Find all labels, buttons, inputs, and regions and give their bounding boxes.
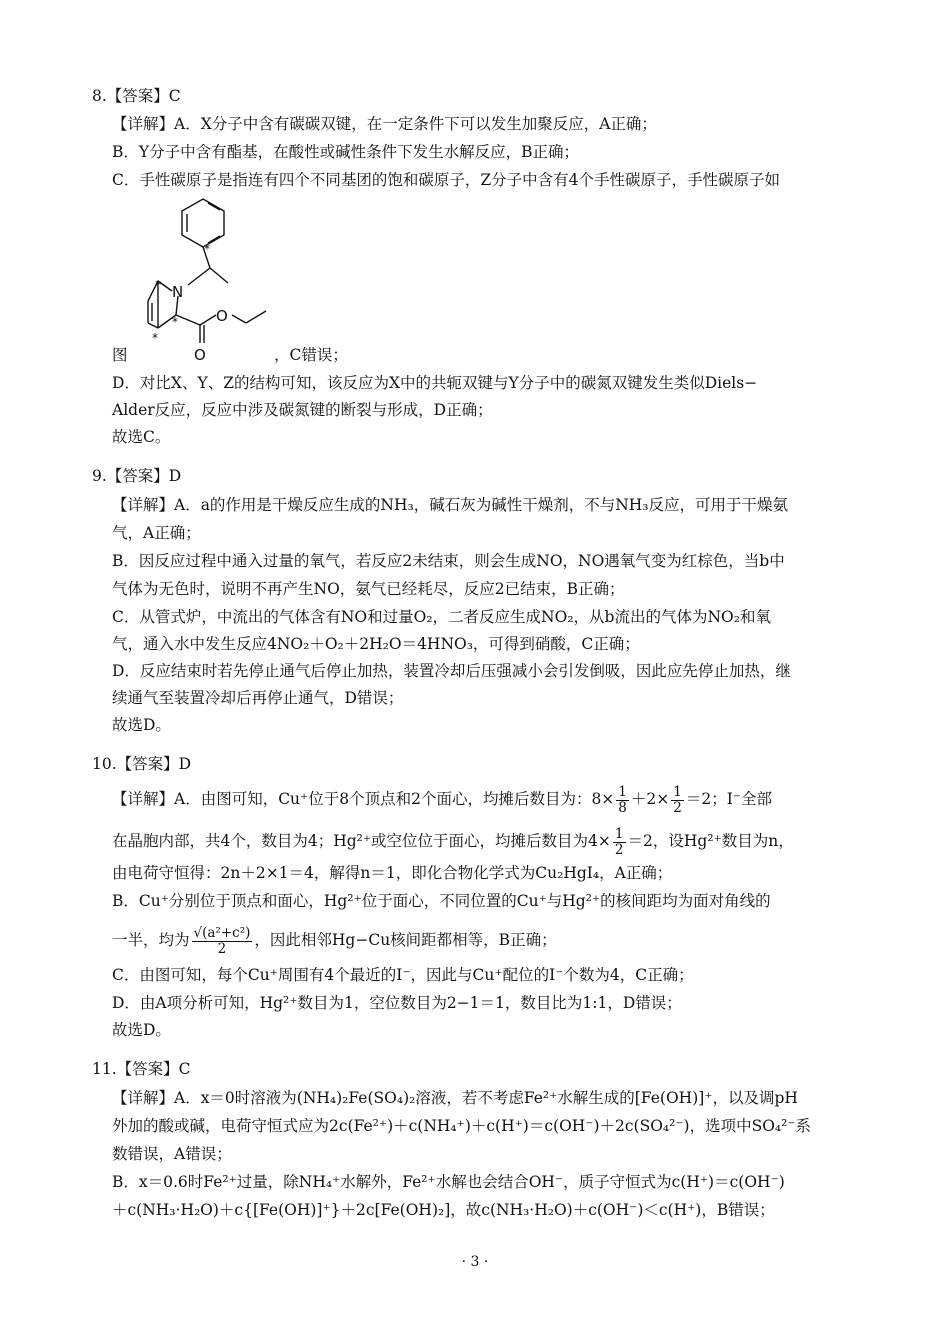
- fraction-numerator: 1: [618, 783, 627, 800]
- text-segment: 一半，均为: [112, 931, 190, 949]
- line-q11-b: B．x＝0.6时Fe²⁺过量，除NH₄⁺水解外，Fe²⁺水解也会结合OH⁻，质子守恒式为c(H⁺)＝c(OH⁻): [112, 1173, 785, 1191]
- line-q8-b: B．Y分子中含有酯基，在酸性或碱性条件下发生水解反应，B正确；: [112, 143, 580, 161]
- line-q9-c: C．从管式炉，中流出的气体含有NO和过量O₂，二者反应生成NO₂，从b流出的气体为NO₂和氧: [112, 608, 771, 626]
- chiral-carbon-structure-image: [128, 193, 278, 368]
- line-q9-choice: 故选D。: [112, 716, 171, 734]
- line-q10-choice: 故选D。: [112, 1021, 171, 1039]
- line-q10-answer: 10.【答案】D: [92, 755, 192, 773]
- text-segment: ＋2×: [630, 790, 670, 808]
- line-q10-d: D．由A项分析可知，Hg²⁺数目为1，空位数目为2−1＝1，数目比为1:1，D错误；: [112, 994, 682, 1012]
- line-q11-b-cont: ＋c(NH₃·H₂O)＋c{[Fe(OH)]⁺}＋2c[Fe(OH)₂]，故c(NH₃·H₂O)＋c(OH⁻)＜c(H⁺)，B错误；: [112, 1201, 775, 1219]
- svg-text:*: *: [155, 278, 161, 292]
- line-q8-c-end: ，C错误；: [274, 346, 348, 364]
- text-segment: 在晶胞内部，共4个，数目为4；Hg²⁺或空位位于面心，均摊后数目为4×: [112, 832, 611, 850]
- line-q10-a: [112, 780, 872, 818]
- line-q10-a-cont: [112, 822, 872, 860]
- line-q9-c-cont: 气，通入水中发生反应4NO₂＋O₂＋2H₂O＝4HNO₃，可得到硝酸，C正确；: [112, 635, 640, 653]
- line-q9-answer: 9.【答案】D: [92, 467, 182, 485]
- line-q9-d: D．反应结束时若先停止通气后停止加热，装置冷却后压强减小会引发倒吸，因此应先停止加热，继: [112, 662, 791, 680]
- line-q8-d-cont: Alder反应，反应中涉及碳氮键的断裂与形成，D正确；: [112, 401, 493, 419]
- fraction-numerator: 1: [614, 825, 624, 842]
- line-q8-a: 【详解】A．X分子中含有碳碳双键，在一定条件下可以发生加聚反应，A正确；: [112, 115, 657, 133]
- page-number: · 3 ·: [461, 1254, 489, 1270]
- line-q9-d-cont: 续通气至装置冷却后再停止通气，D错误；: [112, 689, 404, 707]
- line-q8-d: D．对比X、Y、Z的结构可知，该反应为X中的共轭双键与Y分子中的碳氮双键发生类似Diels−: [112, 374, 758, 392]
- svg-text:*: *: [172, 315, 178, 329]
- text-segment: ＝2；I⁻全部: [685, 790, 773, 808]
- svg-text:N: N: [172, 283, 184, 301]
- svg-text:*: *: [152, 331, 158, 345]
- fraction-numerator: 1: [673, 783, 682, 800]
- line-q11-a-cont: 外加的酸或碱，电荷守恒式应为2c(Fe²⁺)＋c(NH₄⁺)＋c(H⁺)＝c(OH⁻)＋2c(SO₄²⁻)，选项中SO₄²⁻系: [112, 1117, 812, 1135]
- line-q11-answer: 11.【答案】C: [92, 1060, 191, 1078]
- fraction-denominator: 8: [618, 799, 627, 816]
- fraction-numerator: √(a²+c²): [193, 924, 251, 941]
- line-q8-answer: 8.【答案】C: [92, 87, 181, 105]
- svg-text:O: O: [216, 307, 228, 325]
- line-q8-figure: 图: [112, 346, 128, 364]
- svg-text:O: O: [194, 346, 206, 364]
- text-segment: 【详解】A．由图可知，Cu⁺位于8个顶点和2个面心，均摊后数目为：8×: [112, 790, 615, 808]
- fraction-denominator: 2: [614, 841, 624, 858]
- line-q8-c: C．手性碳原子是指连有四个不同基团的饱和碳原子，Z分子中含有4个手性碳原子，手性碳原子如: [112, 171, 780, 189]
- line-q11-a-cont2: 数错误，A错误；: [112, 1145, 232, 1163]
- line-q9-a-cont: 气，A正确；: [112, 524, 201, 542]
- text-segment: ，因此相邻Hg−Cu核间距都相等，B正确；: [254, 931, 557, 949]
- fraction: [671, 785, 684, 816]
- fraction: [613, 827, 626, 858]
- text-segment: ＝2，设Hg²⁺数目为n，: [627, 832, 794, 850]
- fraction-denominator: 2: [673, 799, 682, 816]
- svg-text:*: *: [204, 242, 210, 256]
- line-q9-b-cont: 气体为无色时，说明不再产生NO，氨气已经耗尽，反应2已结束，B正确；: [112, 580, 625, 598]
- line-q11-a: 【详解】A．x＝0时溶液为(NH₄)₂Fe(SO₄)₂溶液，若不考虑Fe²⁺水解生成的[Fe(OH)]⁺，以及调pH: [112, 1089, 798, 1107]
- line-q9-a: 【详解】A．a的作用是干燥反应生成的NH₃，碱石灰为碱性干燥剂，不与NH₃反应，可用于干燥氨: [112, 496, 789, 514]
- line-q8-choice: 故选C。: [112, 428, 171, 446]
- fraction: [616, 785, 629, 816]
- line-q9-b: B．因反应过程中通入过量的氧气，若反应2未结束，则会生成NO，NO遇氧气变为红棕色，当b中: [112, 552, 785, 570]
- fraction-denominator: 2: [217, 940, 227, 957]
- line-q10-c: C．由图可知，每个Cu⁺周围有4个最近的I⁻，因此与Cu⁺配位的I⁻个数为4，C正确；: [112, 966, 694, 984]
- line-q10-b-cont: [112, 920, 872, 960]
- line-q10-a-cont2: 由电荷守恒得：2n＋2×1＝4，解得n＝1，即化合物化学式为Cu₂HgI₄，A正确；: [112, 864, 673, 882]
- line-q10-b: B．Cu⁺分别位于顶点和面心，Hg²⁺位于面心，不同位置的Cu⁺与Hg²⁺的核间距均为面对角线的: [112, 892, 771, 910]
- fraction: [192, 926, 253, 957]
